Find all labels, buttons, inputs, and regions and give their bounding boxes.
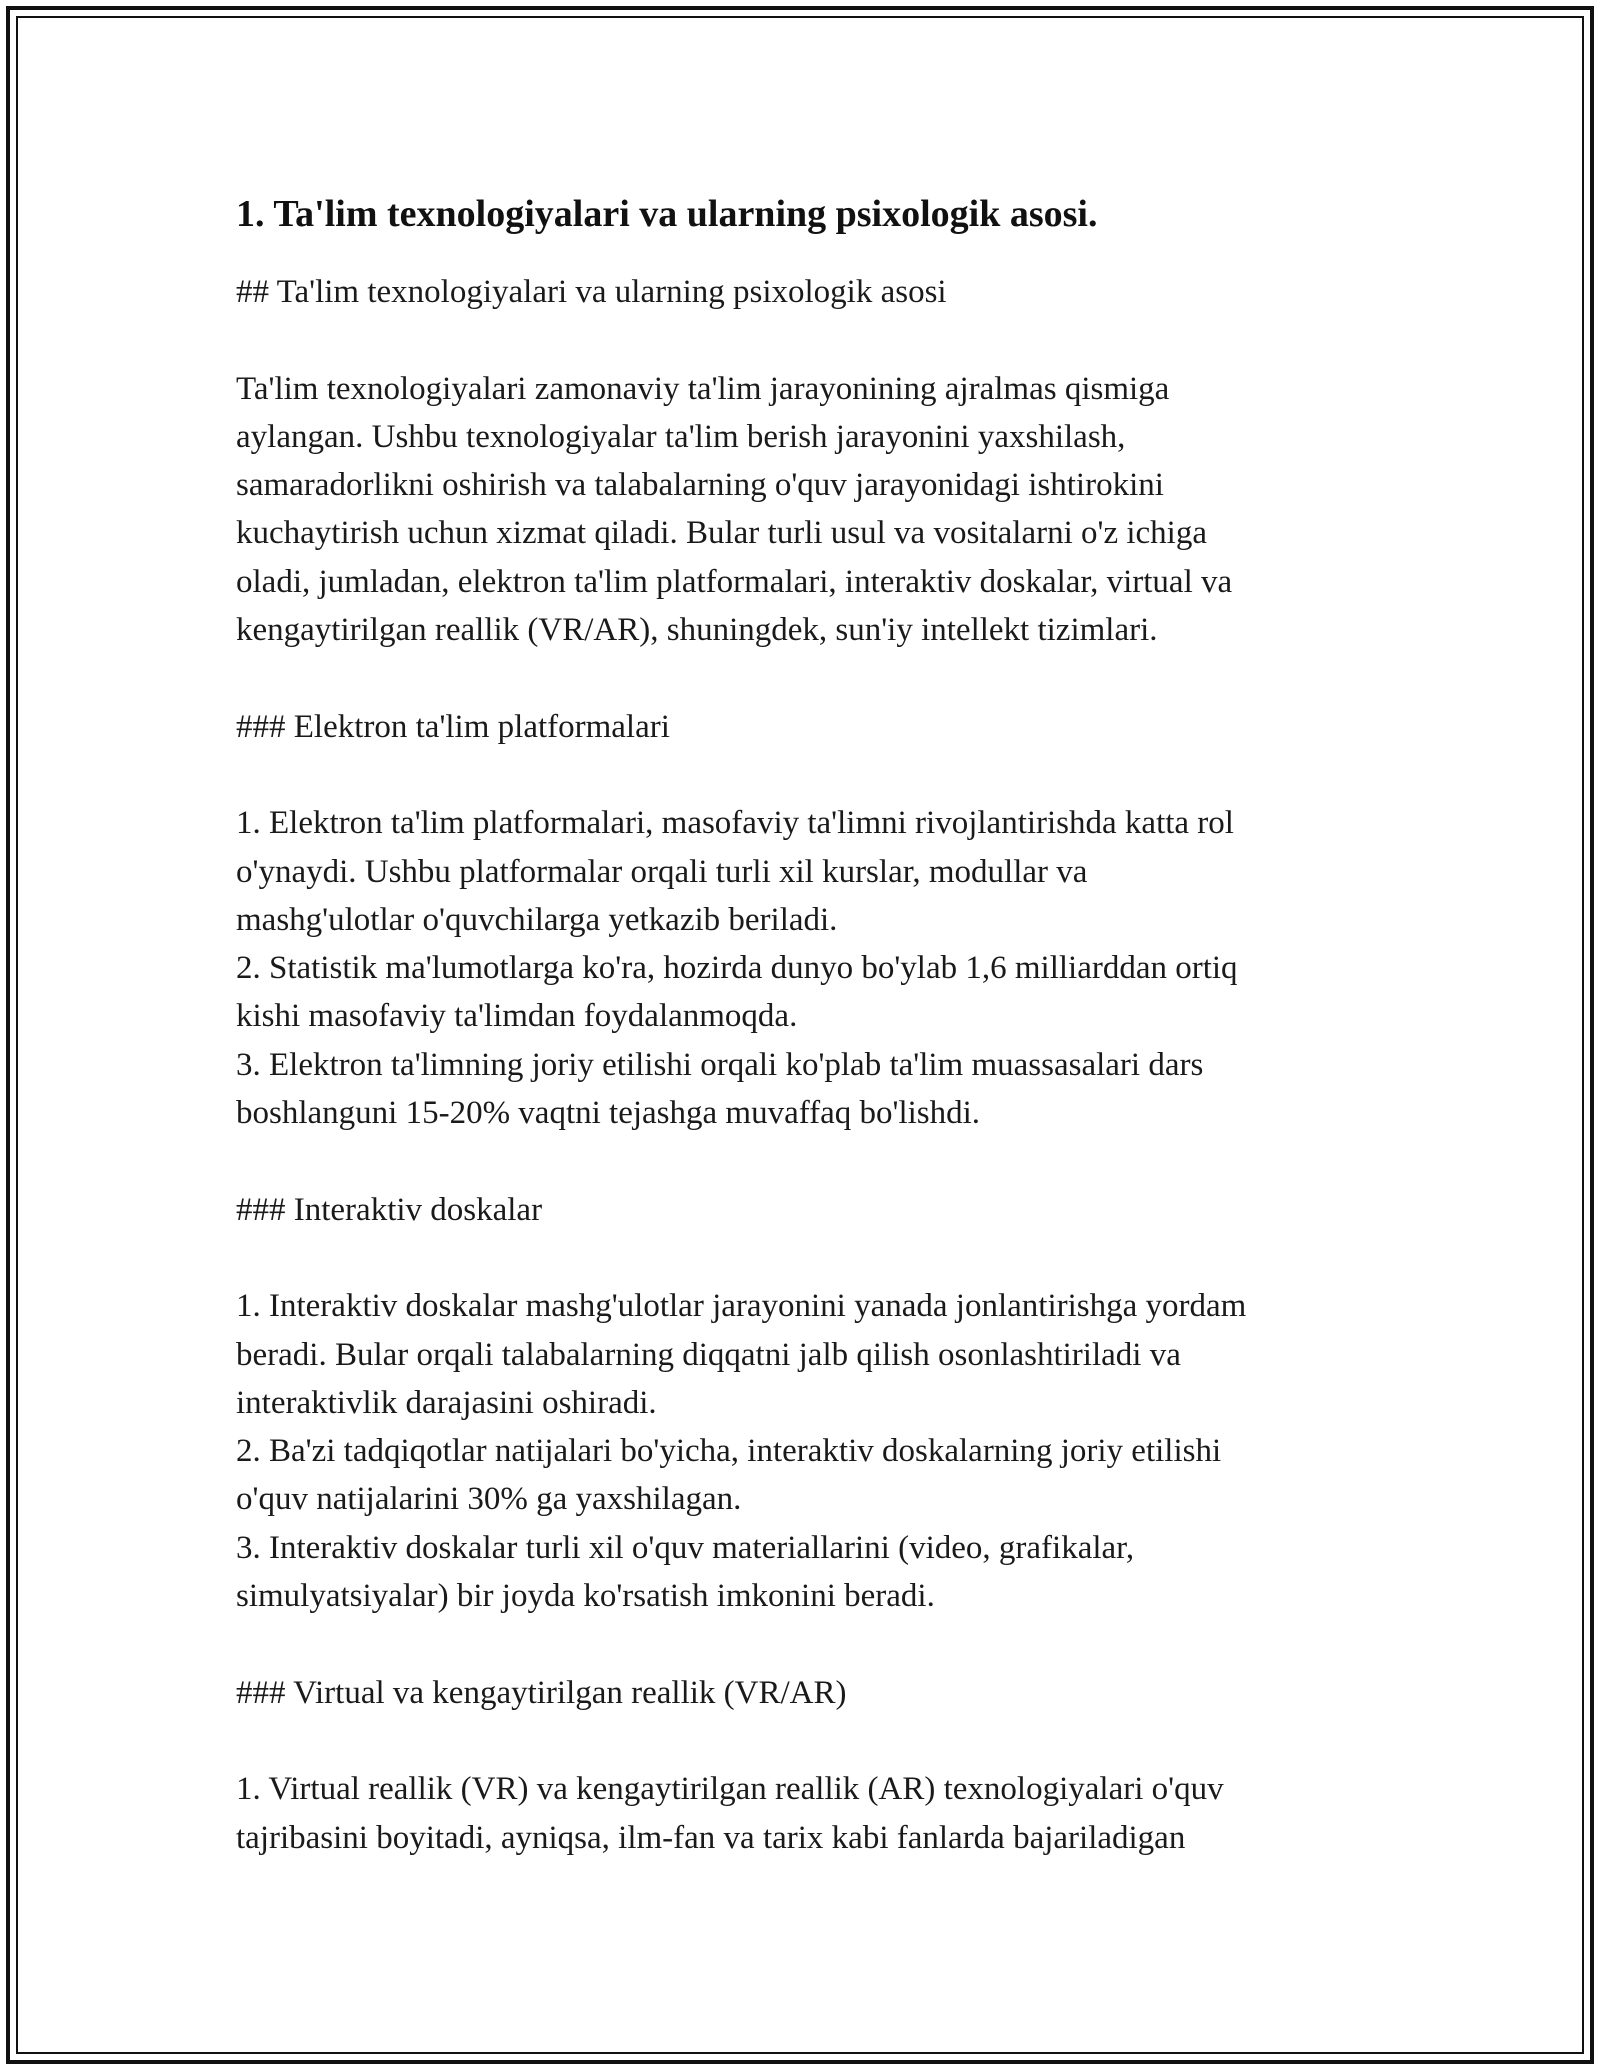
text-line: samaradorlikni oshirish va talabalarning o'quv jarayonidagi ishtirokini <box>236 467 1164 504</box>
text-line: o'quv natijalarini 30% ga yaxshilagan. <box>236 1481 742 1518</box>
text-line: 1. Elektron ta'lim platformalari, masofaviy ta'limni rivojlantirishda katta rol <box>236 805 1234 842</box>
document-title: 1. Ta'lim texnologiyalari va ularning psixologik asosi. <box>236 193 1098 235</box>
blank-line <box>236 1620 1386 1668</box>
blank-line <box>236 316 1386 364</box>
blank-line <box>236 1717 1386 1765</box>
document-body <box>236 188 1386 1862</box>
text-line: simulyatsiyalar) bir joyda ko'rsatish imkonini beradi. <box>236 1578 935 1615</box>
text-line: Ta'lim texnologiyalari zamonaviy ta'lim jarayonining ajralmas qismiga <box>236 370 1170 407</box>
text-line: 2. Statistik ma'lumotlarga ko'ra, hozirda dunyo bo'ylab 1,6 milliarddan ortiq <box>236 950 1238 987</box>
text-line: 1. Virtual reallik (VR) va kengaytirilgan reallik (AR) texnologiyalari o'quv <box>236 1771 1224 1808</box>
section-heading-line: ## Ta'lim texnologiyalari va ularning psixologik asosi <box>236 274 947 310</box>
section-heading-line: ### Interaktiv doskalar <box>236 1191 543 1228</box>
text-line: kishi masofaviy ta'limdan foydalanmoqda. <box>236 998 798 1035</box>
text-line: aylangan. Ushbu texnologiyalar ta'lim berish jarayonini yaxshilash, <box>236 418 1126 455</box>
text-line: beradi. Bular orqali talabalarning diqqatni jalb qilish osonlashtiriladi va <box>236 1336 1181 1373</box>
section-heading-line: ### Virtual va kengaytirilgan reallik (VR/AR) <box>236 1674 847 1711</box>
text-line: interaktivlik darajasini oshiradi. <box>236 1384 657 1421</box>
blank-line <box>236 1234 1386 1282</box>
text-line: 3. Interaktiv doskalar turli xil o'quv materiallarini (video, grafikalar, <box>236 1529 1135 1566</box>
text-line: 1. Interaktiv doskalar mashg'ulotlar jarayonini yanada jonlantirishga yordam <box>236 1288 1247 1325</box>
text-line: o'ynaydi. Ushbu platformalar orqali turli xil kurslar, modullar va <box>236 853 1088 890</box>
text-line: 2. Ba'zi tadqiqotlar natijalari bo'yicha, interaktiv doskalarning joriy etilishi <box>236 1433 1222 1470</box>
document-text <box>236 268 1386 1862</box>
text-line: 3. Elektron ta'limning joriy etilishi orqali ko'plab ta'lim muassasalari dars <box>236 1046 1204 1083</box>
text-line: mashg'ulotlar o'quvchilarga yetkazib beriladi. <box>236 901 838 938</box>
text-line: tajribasini boyitadi, ayniqsa, ilm-fan va tarix kabi fanlarda bajariladigan <box>236 1819 1186 1856</box>
blank-line <box>236 654 1386 702</box>
blank-line <box>236 1137 1386 1185</box>
section-heading-line: ### Elektron ta'lim platformalari <box>236 708 670 745</box>
text-line: kuchaytirish uchun xizmat qiladi. Bular turli usul va vositalarni o'z ichiga <box>236 515 1207 552</box>
text-line: oladi, jumladan, elektron ta'lim platformalari, interaktiv doskalar, virtual va <box>236 563 1233 600</box>
text-line: boshlanguni 15-20% vaqtni tejashga muvaffaq bo'lishdi. <box>236 1095 981 1132</box>
blank-line <box>236 751 1386 799</box>
text-line: kengaytirilgan reallik (VR/AR), shuningdek, sun'iy intellekt tizimlari. <box>236 612 1158 649</box>
